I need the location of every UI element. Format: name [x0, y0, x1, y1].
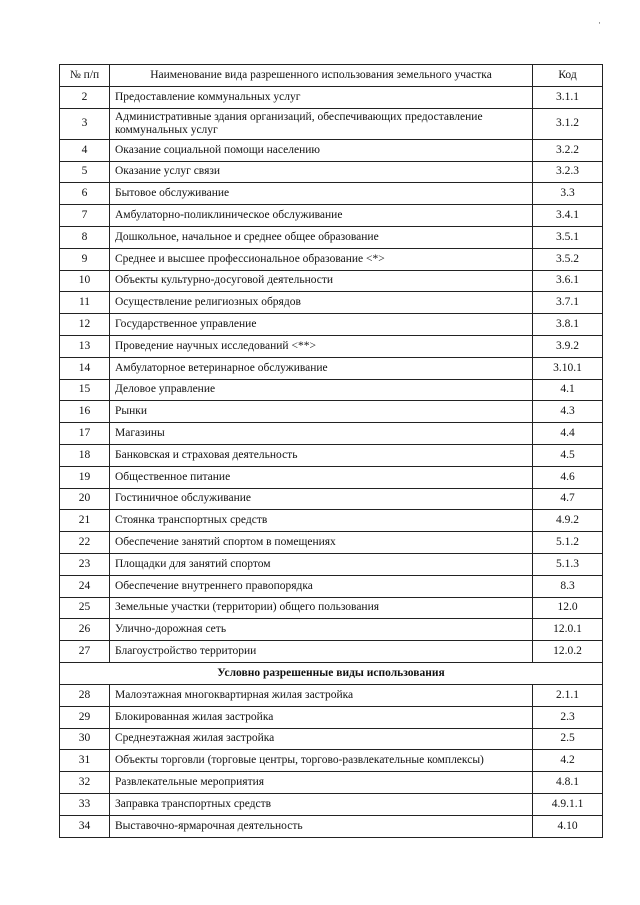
- row-name: Обеспечение занятий спортом в помещениях: [110, 532, 533, 554]
- table-row: [60, 87, 603, 109]
- row-name: Дошкольное, начальное и среднее общее образование: [110, 226, 533, 248]
- row-code: 3.7.1: [533, 292, 603, 314]
- row-name: Проведение научных исследований <**>: [110, 335, 533, 357]
- row-code: 3.2.2: [533, 139, 603, 161]
- row-number: 13: [60, 335, 110, 357]
- row-number: 23: [60, 553, 110, 575]
- row-code: 2.3: [533, 706, 603, 728]
- row-name: Предоставление коммунальных услуг: [110, 87, 533, 109]
- table-row: [60, 270, 603, 292]
- row-code: 3.5.1: [533, 226, 603, 248]
- table-row: [60, 488, 603, 510]
- row-code: 3.9.2: [533, 335, 603, 357]
- table-row: [60, 793, 603, 815]
- row-name: Банковская и страховая деятельность: [110, 444, 533, 466]
- row-name: Деловое управление: [110, 379, 533, 401]
- table-row: [60, 815, 603, 837]
- row-number: 25: [60, 597, 110, 619]
- table-row: [60, 750, 603, 772]
- row-code: 12.0: [533, 597, 603, 619]
- row-number: 31: [60, 750, 110, 772]
- table-row: [60, 161, 603, 183]
- section-row: [60, 662, 603, 684]
- row-number: 2: [60, 87, 110, 109]
- table-row: [60, 226, 603, 248]
- row-name: Бытовое обслуживание: [110, 183, 533, 205]
- table-row: [60, 423, 603, 445]
- row-number: 12: [60, 314, 110, 336]
- row-number: 15: [60, 379, 110, 401]
- row-number: 11: [60, 292, 110, 314]
- row-code: 4.3: [533, 401, 603, 423]
- table-row: [60, 706, 603, 728]
- row-code: 4.6: [533, 466, 603, 488]
- row-code: 4.9.2: [533, 510, 603, 532]
- header-name: Наименование вида разрешенного использования земельного участка: [110, 65, 533, 87]
- row-code: 4.2: [533, 750, 603, 772]
- row-code: 2.5: [533, 728, 603, 750]
- row-number: 18: [60, 444, 110, 466]
- row-code: 3.2.3: [533, 161, 603, 183]
- row-name: Магазины: [110, 423, 533, 445]
- row-number: 24: [60, 575, 110, 597]
- row-number: 10: [60, 270, 110, 292]
- table-row: [60, 314, 603, 336]
- row-name: Рынки: [110, 401, 533, 423]
- table-row: [60, 108, 603, 139]
- row-code: 5.1.3: [533, 553, 603, 575]
- row-code: 4.1: [533, 379, 603, 401]
- row-name: Оказание услуг связи: [110, 161, 533, 183]
- table-row: [60, 684, 603, 706]
- row-code: 3.6.1: [533, 270, 603, 292]
- row-number: 20: [60, 488, 110, 510]
- row-name: Благоустройство территории: [110, 641, 533, 663]
- table-row: [60, 183, 603, 205]
- row-number: 16: [60, 401, 110, 423]
- table-row: [60, 139, 603, 161]
- row-name: Общественное питание: [110, 466, 533, 488]
- row-name: Стоянка транспортных средств: [110, 510, 533, 532]
- row-name: Среднее и высшее профессиональное образование <*>: [110, 248, 533, 270]
- row-name: Гостиничное обслуживание: [110, 488, 533, 510]
- row-name: Обеспечение внутреннего правопорядка: [110, 575, 533, 597]
- row-name: Развлекательные мероприятия: [110, 772, 533, 794]
- row-name: Амбулаторное ветеринарное обслуживание: [110, 357, 533, 379]
- section-title: Условно разрешенные виды использования: [60, 662, 603, 684]
- table-row: [60, 335, 603, 357]
- row-code: 4.7: [533, 488, 603, 510]
- row-name: Объекты культурно-досуговой деятельности: [110, 270, 533, 292]
- row-name: Административные здания организаций, обеспечивающих предоставление коммунальных услуг: [110, 108, 533, 139]
- row-name: Малоэтажная многоквартирная жилая застройка: [110, 684, 533, 706]
- table-row: [60, 772, 603, 794]
- row-number: 32: [60, 772, 110, 794]
- table-row: [60, 401, 603, 423]
- row-name: Объекты торговли (торговые центры, торгово-развлекательные комплексы): [110, 750, 533, 772]
- header-code: Код: [533, 65, 603, 87]
- row-name: Заправка транспортных средств: [110, 793, 533, 815]
- row-name: Осуществление религиозных обрядов: [110, 292, 533, 314]
- row-number: 3: [60, 108, 110, 139]
- row-code: 3.1.1: [533, 87, 603, 109]
- table-row: [60, 205, 603, 227]
- table-row: [60, 619, 603, 641]
- row-name: Амбулаторно-поликлиническое обслуживание: [110, 205, 533, 227]
- row-code: 8.3: [533, 575, 603, 597]
- row-number: 4: [60, 139, 110, 161]
- header-number: № п/п: [60, 65, 110, 87]
- land-use-table: [59, 64, 603, 838]
- row-code: 4.4: [533, 423, 603, 445]
- row-name: Улично-дорожная сеть: [110, 619, 533, 641]
- row-code: 4.10: [533, 815, 603, 837]
- row-number: 19: [60, 466, 110, 488]
- table-row: [60, 357, 603, 379]
- table-row: [60, 510, 603, 532]
- table-row: [60, 553, 603, 575]
- row-number: 30: [60, 728, 110, 750]
- row-name: Площадки для занятий спортом: [110, 553, 533, 575]
- table-row: [60, 597, 603, 619]
- row-name: Оказание социальной помощи населению: [110, 139, 533, 161]
- row-name: Земельные участки (территории) общего пользования: [110, 597, 533, 619]
- row-number: 28: [60, 684, 110, 706]
- row-code: 12.0.1: [533, 619, 603, 641]
- row-number: 22: [60, 532, 110, 554]
- row-number: 29: [60, 706, 110, 728]
- row-number: 27: [60, 641, 110, 663]
- row-number: 33: [60, 793, 110, 815]
- table-row: [60, 379, 603, 401]
- table-row: [60, 728, 603, 750]
- table-row: [60, 444, 603, 466]
- row-name: Блокированная жилая застройка: [110, 706, 533, 728]
- table-row: [60, 532, 603, 554]
- row-code: 4.8.1: [533, 772, 603, 794]
- row-code: 2.1.1: [533, 684, 603, 706]
- page-mark: ·: [598, 18, 601, 28]
- row-code: 5.1.2: [533, 532, 603, 554]
- row-number: 9: [60, 248, 110, 270]
- table-row: [60, 292, 603, 314]
- row-code: 3.4.1: [533, 205, 603, 227]
- table-header-row: [60, 65, 603, 87]
- row-number: 17: [60, 423, 110, 445]
- row-code: 3.10.1: [533, 357, 603, 379]
- row-code: 3.1.2: [533, 108, 603, 139]
- table-row: [60, 641, 603, 663]
- row-code: 3.8.1: [533, 314, 603, 336]
- row-code: 12.0.2: [533, 641, 603, 663]
- row-number: 14: [60, 357, 110, 379]
- row-code: 4.5: [533, 444, 603, 466]
- table-row: [60, 575, 603, 597]
- row-name: Государственное управление: [110, 314, 533, 336]
- row-code: 4.9.1.1: [533, 793, 603, 815]
- row-name: Среднеэтажная жилая застройка: [110, 728, 533, 750]
- table-row: [60, 248, 603, 270]
- row-name: Выставочно-ярмарочная деятельность: [110, 815, 533, 837]
- row-number: 26: [60, 619, 110, 641]
- row-number: 5: [60, 161, 110, 183]
- row-number: 7: [60, 205, 110, 227]
- row-number: 21: [60, 510, 110, 532]
- table-row: [60, 466, 603, 488]
- row-number: 8: [60, 226, 110, 248]
- row-code: 3.3: [533, 183, 603, 205]
- row-number: 34: [60, 815, 110, 837]
- row-code: 3.5.2: [533, 248, 603, 270]
- row-number: 6: [60, 183, 110, 205]
